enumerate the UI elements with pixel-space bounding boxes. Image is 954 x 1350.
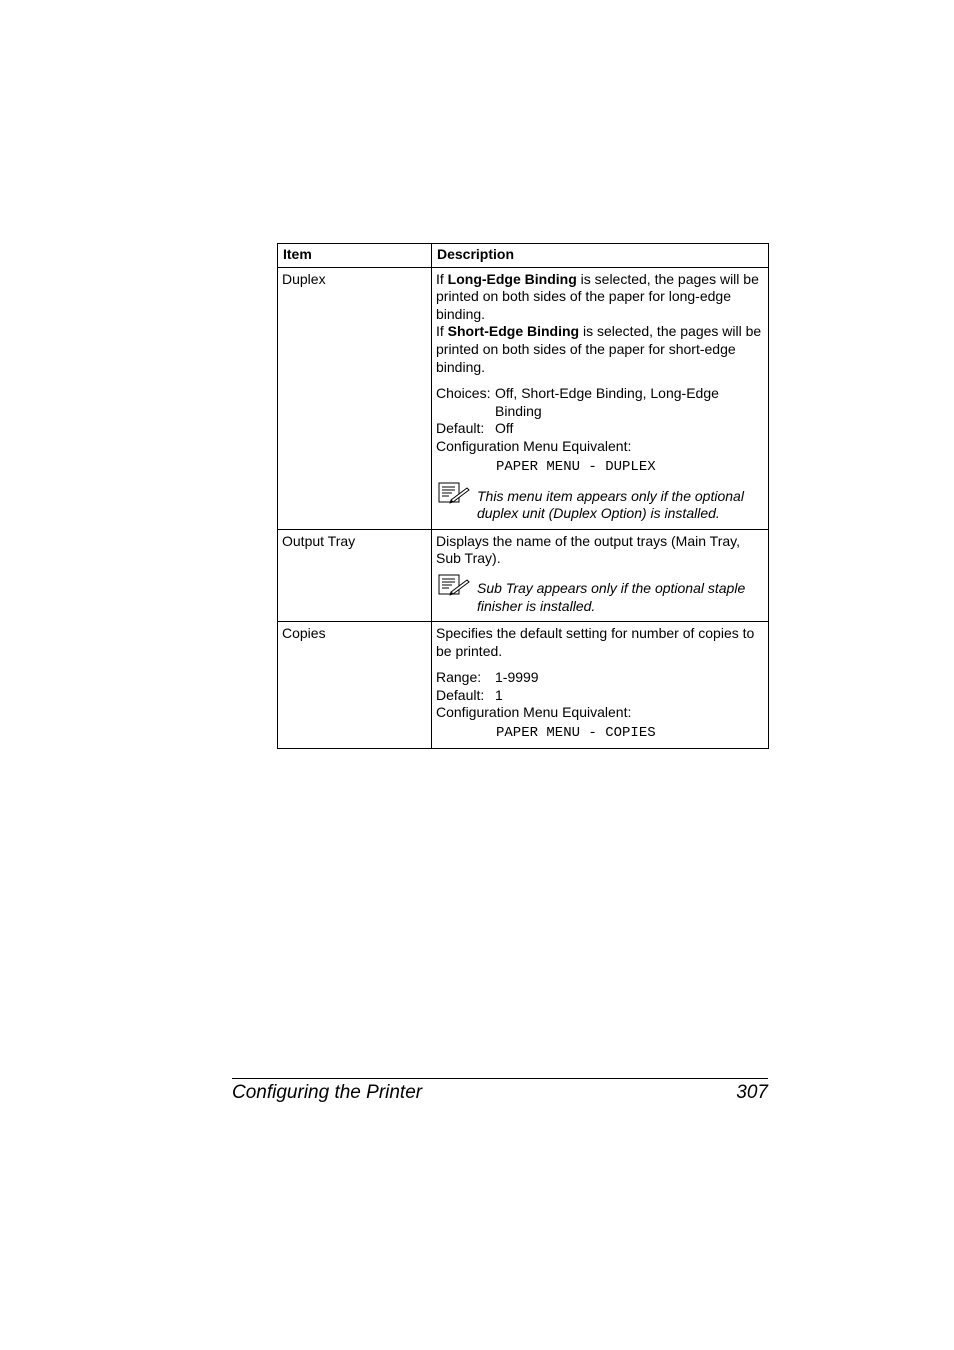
page-number: 307: [736, 1082, 768, 1103]
default-line: Default: 1: [436, 686, 503, 703]
note-pencil-icon: [438, 574, 470, 596]
item-copies: Copies: [278, 622, 432, 749]
description-copies: Specifies the default setting for number of copies to be printed. Range: 1-9999 Default: 1 Configuration Menu Equivalent: PAPER MENU - COPIES: [432, 622, 769, 749]
item-duplex: Duplex: [278, 267, 432, 529]
footer-rule: [232, 1078, 768, 1079]
description-duplex: [432, 267, 769, 529]
table-header-row: [278, 244, 769, 268]
config-label: Configuration Menu Equivalent:: [436, 437, 632, 454]
default-line: Default: Off: [436, 420, 514, 437]
menu-items-table: [277, 243, 769, 749]
range-line: Range: 1-9999: [436, 669, 539, 686]
note: This menu item appears only if the optional duplex unit (Duplex Option) is installed.: [436, 488, 764, 523]
header-item: Item: [278, 244, 432, 268]
table-row: [278, 267, 769, 529]
long-edge-paragraph: If Long-Edge Binding is selected, the pages will be printed on both sides of the paper for long-edge binding.: [436, 270, 759, 322]
description-output-tray: Displays the name of the output trays (Main Tray, Sub Tray). Sub Tray appears only if the optional staple finisher is installed.: [432, 529, 769, 621]
config-value: PAPER MENU - COPIES: [496, 725, 656, 742]
note: Sub Tray appears only if the optional staple finisher is installed.: [436, 580, 764, 615]
choices-line: Choices: Off, Short-Edge Binding, Long-Edge Binding: [436, 385, 719, 419]
table-row: [278, 622, 769, 749]
item-output-tray: Output Tray: [278, 529, 432, 621]
footer-title: Configuring the Printer: [232, 1082, 423, 1103]
table-row: [278, 529, 769, 621]
short-edge-paragraph: If Short-Edge Binding is selected, the pages will be printed on both sides of the paper for short-edge binding.: [436, 323, 762, 375]
config-label: Configuration Menu Equivalent:: [436, 704, 632, 721]
config-value: PAPER MENU - DUPLEX: [496, 458, 656, 475]
note-pencil-icon: [438, 482, 470, 504]
header-description: Description: [432, 244, 769, 268]
